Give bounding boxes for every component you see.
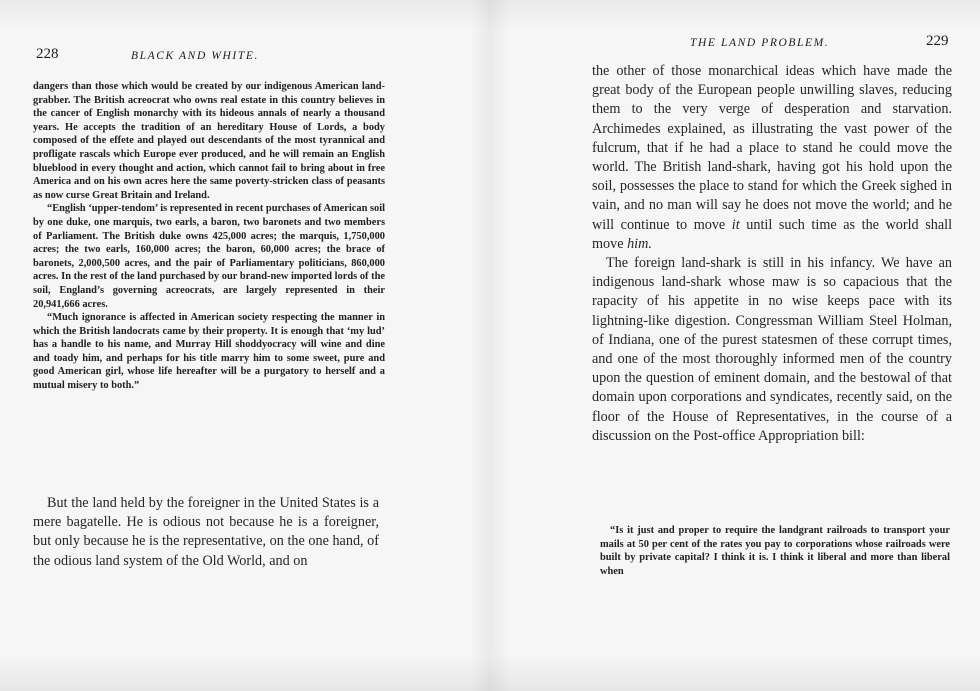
paragraph: But the land held by the foreigner in the United States is a mere bagatelle. He is odious not because he is a foreigner, but only because he is the representative, on the one hand, of the odious land system of the Old World, and on bbox=[33, 495, 379, 569]
right-page bbox=[490, 0, 980, 691]
emphasis: it bbox=[731, 216, 740, 233]
quoted-text-block bbox=[600, 524, 950, 578]
paragraph: “Much ignorance is affected in American society respecting the manner in which the British landocrats came by their property. It is enough that ‘my lud’ has a handle to his name, and Murray Hill shoddyocracy will wine and dine and toady him, and perhaps for his title marry him to some sweet, pure and good American girl, whose life hereafter will be a purgatory to herself and a mutual misery to both.” bbox=[33, 312, 385, 392]
running-head: BLACK AND WHITE. bbox=[131, 50, 259, 62]
page-number: 228 bbox=[36, 46, 59, 62]
paragraph: dangers than those which would be created by our indigenous American land-grabber. The British acreocrat who owns real estate in this country believes in the cancer of English monarchy with its hideous annals of nearly a thousand years. He accepts the tradition of an hereditary House of Lords, a body composed of the effete and played out descendants of the most tyrannical and profligate rascals which Europe ever produced, and he will remain an English blueblood in every thought and action, which cannot fail to bring about in free America and on his own acres here the same poverty-stricken class of peasants as now curse Great Britain and Ireland. bbox=[33, 81, 385, 201]
text-run: until such time as the world shall move bbox=[592, 216, 953, 252]
page-number: 229 bbox=[926, 33, 949, 49]
emphasis: him. bbox=[627, 235, 652, 252]
paragraph: “Is it just and proper to require the landgrant railroads to transport your mails at 50 per cent of the rates you pay to corporations whose railroads were built by private capital? I think it is. I think it liberal and more than liberal when bbox=[600, 525, 950, 577]
running-head: THE LAND PROBLEM. bbox=[690, 37, 830, 49]
body-text-block bbox=[592, 62, 952, 446]
paragraph: “English ‘upper-tendom’ is represented in recent purchases of American soil by one duke, one marquis, two earls, a baron, two baronets and two members of Parliament. The British duke owns 425,000 acres; the marquis, 1,750,000 acres; the two earls, 160,000 acres; the baron, 60,000 acres; the brace of baronets, 2,000,500 acres, and the pair of Parliamentary politicians, 860,000 acres. In the rest of the land purchased by our brand-new imported lords of the soil, England’s governing acreocrats, are largely represented in their 20,941,666 acres. bbox=[33, 203, 385, 310]
paragraph bbox=[592, 62, 952, 254]
quoted-text-block bbox=[33, 80, 385, 393]
body-text-block bbox=[33, 494, 379, 571]
paragraph: The foreign land-shark is still in his infancy. We have an indigenous land-shark whose maw is so capacious that the rapacity of his appetite in no wise keeps pace with its lightning-like digestion. Congressman William Steel Holman, of Indiana, one of the purest statesmen of these corrupt times, and one of the most thoroughly informed men of the country upon the question of eminent domain, and the bestowal of that domain upon corporations and syndicates, recently said, on the floor of the House of Representatives, in the course of a discussion on the Post-office Appropriation bill: bbox=[592, 255, 952, 444]
text-run: the other of those monarchical ideas which have made the great body of the European people unwilling slaves, reducing them to the very verge of desperation and starvation. Archimedes explained, as illustrating the vast power of the fulcrum, that if he had a place to stand he could move the world. The British land-shark, having got his hold upon the soil, possesses the place to stand for which the Greek sighed in vain, and no man will say he does not move the world; and he will continue to move bbox=[592, 63, 952, 233]
